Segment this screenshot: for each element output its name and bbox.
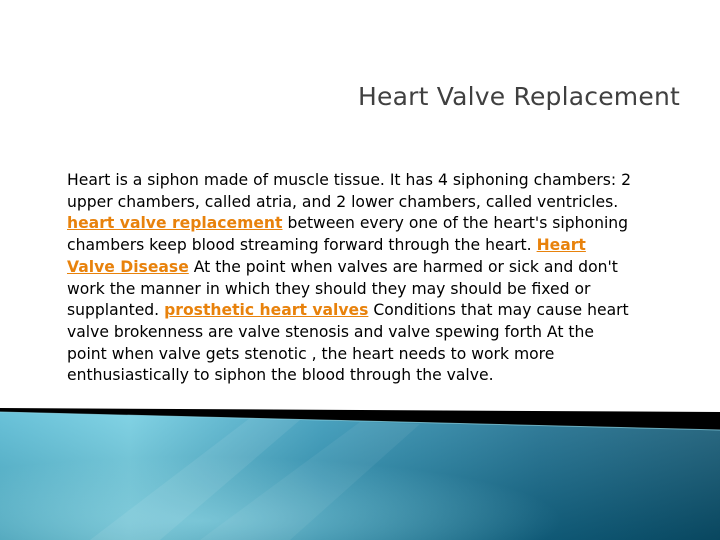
body-text-part-4: Conditions that may cause heart valve brokenness are valve stenosis and valve spewing forth At the point when valve gets stenotic , the heart needs to work more enthusiastically to siphon the blood through the valve. bbox=[67, 301, 629, 385]
heart-valve-disease-link[interactable]: Heart Valve Disease bbox=[67, 236, 586, 276]
prosthetic-heart-valves-link[interactable]: prosthetic heart valves bbox=[164, 301, 369, 320]
body-text-part-3: At the point when valves are harmed or sick and don't work the manner in which they should they may should be fixed or supplanted. bbox=[67, 257, 618, 320]
slide-body bbox=[67, 170, 637, 387]
body-text-part-2: between every one of the heart's siphoning chambers keep blood streaming forward through the heart. bbox=[67, 214, 629, 255]
slide-title: Heart Valve Replacement bbox=[358, 82, 680, 111]
heart-valve-replacement-link[interactable]: heart valve replacement bbox=[67, 214, 283, 233]
body-text-part-1: Heart is a siphon made of muscle tissue. It has 4 siphoning chambers: 2 upper chambers, called atria, and 2 lower chambers, called ventricles. bbox=[67, 171, 631, 211]
